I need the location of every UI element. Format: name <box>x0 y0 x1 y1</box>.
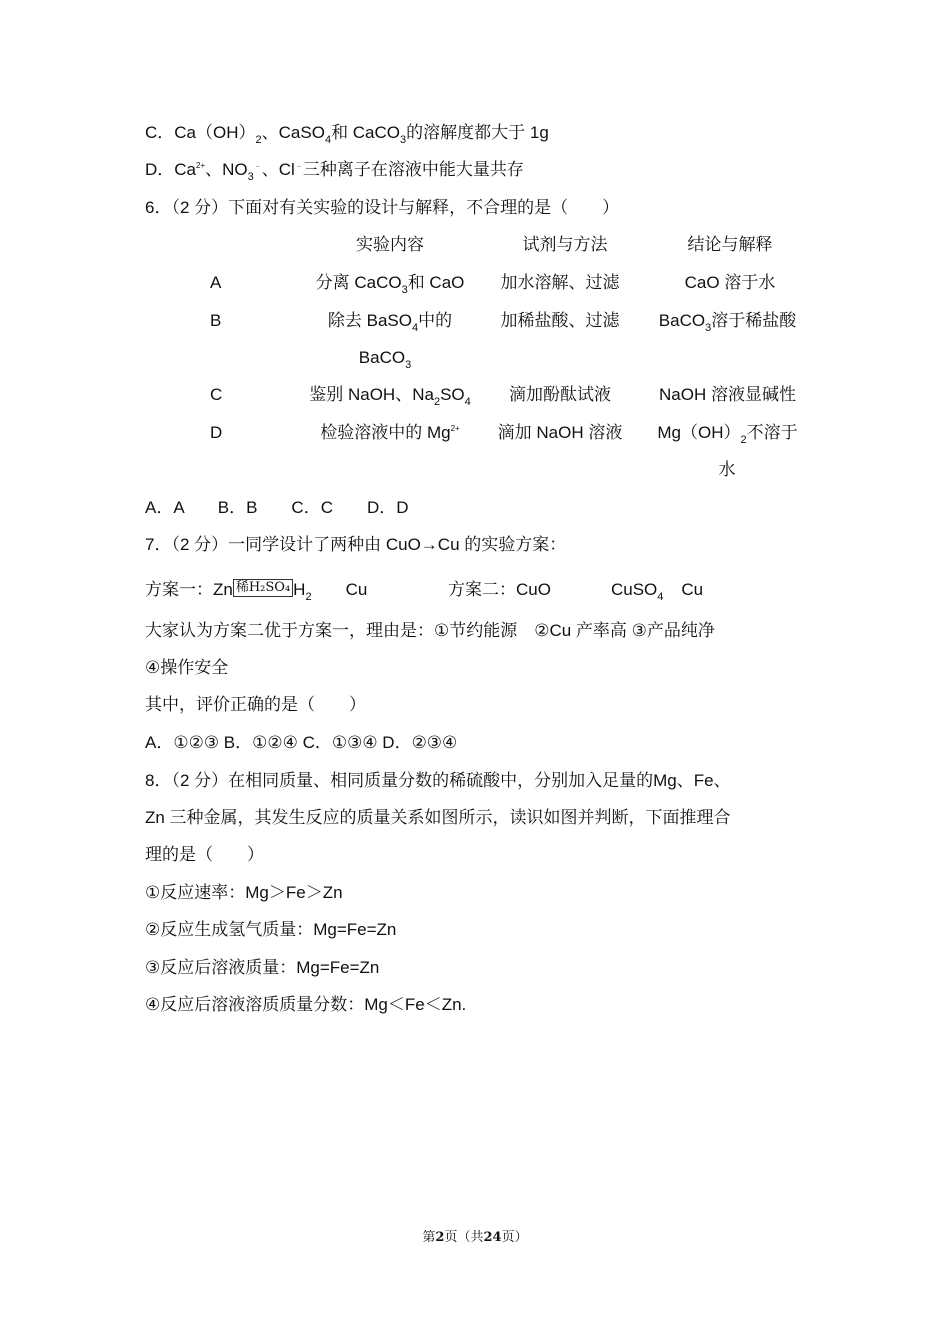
q6-header-method: 试剂与方法 <box>522 235 608 254</box>
q6-row-b-label: B <box>210 311 222 330</box>
q6-row-c-method: 滴加酚酞试液 <box>509 385 611 404</box>
page-number: 2 <box>435 1230 445 1245</box>
q5-option-c: C．$Ca(OH)_2$、CaSO$_4$和 CaCO$_3$的溶解度都大于 1g <box>145 123 549 146</box>
q7-plan-one: 方案一：Zn 稀H₂SO₄ $H_2$ Cu <box>145 580 368 603</box>
q6-row-a-method: 加水溶解、过滤 <box>500 273 620 292</box>
q7-stem: 7．（2 分）一同学设计了两种由 CuO→Cu 的实验方案： <box>145 535 567 554</box>
q5-option-d: D．$Ca^{2+}$、$NO_3^﹣$、Cl﹣三种离子在溶液中能大量共存 <box>145 160 524 183</box>
q6-row-d-label: D <box>210 423 223 442</box>
q8-item: ①反应速率：Mg＞Fe＞Zn <box>145 883 343 902</box>
q7-plan-two: 方案二：CuO CuSO$_4$ Cu <box>448 580 704 603</box>
q6-row-a-conclusion: CaO 溶于水 <box>684 273 776 292</box>
q6-header-conclusion: 结论与解释 <box>687 235 773 254</box>
q8-item: ③反应后溶液质量：Mg=Fe=Zn <box>145 958 380 977</box>
q6-choices: A．A B．B C．C D．D <box>145 498 409 517</box>
q6-row-d-conclusion: $Mg(OH)_2$不溶于 <box>657 423 798 446</box>
page-footer: 第2页（共24页） <box>422 1230 528 1245</box>
q6-row-c-conclusion: NaOH 溶液显碱性 <box>659 385 796 404</box>
q6-stem: 6．（2 分）下面对有关实验的设计与解释，不合理的是（ ） <box>145 198 620 217</box>
q8-stem-line3: 理的是（ ） <box>145 845 264 864</box>
q6-row-d-content: 检验溶液中的 $Mg^{2+}$ <box>320 423 460 442</box>
q6-row-b-method: 加稀盐酸、过滤 <box>500 311 620 330</box>
q6-row-a-content: 分离 CaCO$_3$和 CaO <box>315 273 465 296</box>
q6-header-content: 实验内容 <box>356 235 424 254</box>
reagent-label-box: 稀H₂SO₄ <box>233 579 293 597</box>
q6-row-b-content-line2: BaCO$_3$ <box>358 348 412 371</box>
q6-row-b-content: 除去 BaSO$_4$中的 <box>327 311 453 334</box>
q6-row-d-conclusion-line2: 水 <box>718 460 736 479</box>
q7-reason-line2: ④操作安全 <box>145 658 229 677</box>
q8-stem-line2: Zn 三种金属，其发生反应的质量关系如图所示，读识如图并判断，下面推理合 <box>145 808 731 827</box>
q8-item: ②反应生成氢气质量：Mg=Fe=Zn <box>145 920 397 939</box>
q6-row-c-content: 鉴别 NaOH、$Na_2SO_4$ <box>309 385 471 408</box>
q6-row-d-method: 滴加 NaOH 溶液 <box>497 423 623 442</box>
q7-reason-line1: 大家认为方案二优于方案一，理由是：①节约能源 ②Cu 产率高 ③产品纯净 <box>145 621 715 640</box>
page-total: 24 <box>483 1230 502 1245</box>
q7-ask: 其中，评价正确的是（ ） <box>145 695 366 714</box>
q6-row-a-label: A <box>210 273 222 292</box>
q7-choices: A．①②③ B．①②④ C．①③④ D．②③④ <box>145 733 458 752</box>
q8-stem-line1: 8．（2 分）在相同质量、相同质量分数的稀硫酸中，分别加入足量的Mg、Fe、 <box>145 771 731 790</box>
q8-item: ④反应后溶液溶质质量分数：Mg＜Fe＜Zn. <box>145 995 467 1014</box>
q6-row-c-label: C <box>210 385 223 404</box>
q6-row-b-conclusion: BaCO$_3$溶于稀盐酸 <box>658 311 797 334</box>
